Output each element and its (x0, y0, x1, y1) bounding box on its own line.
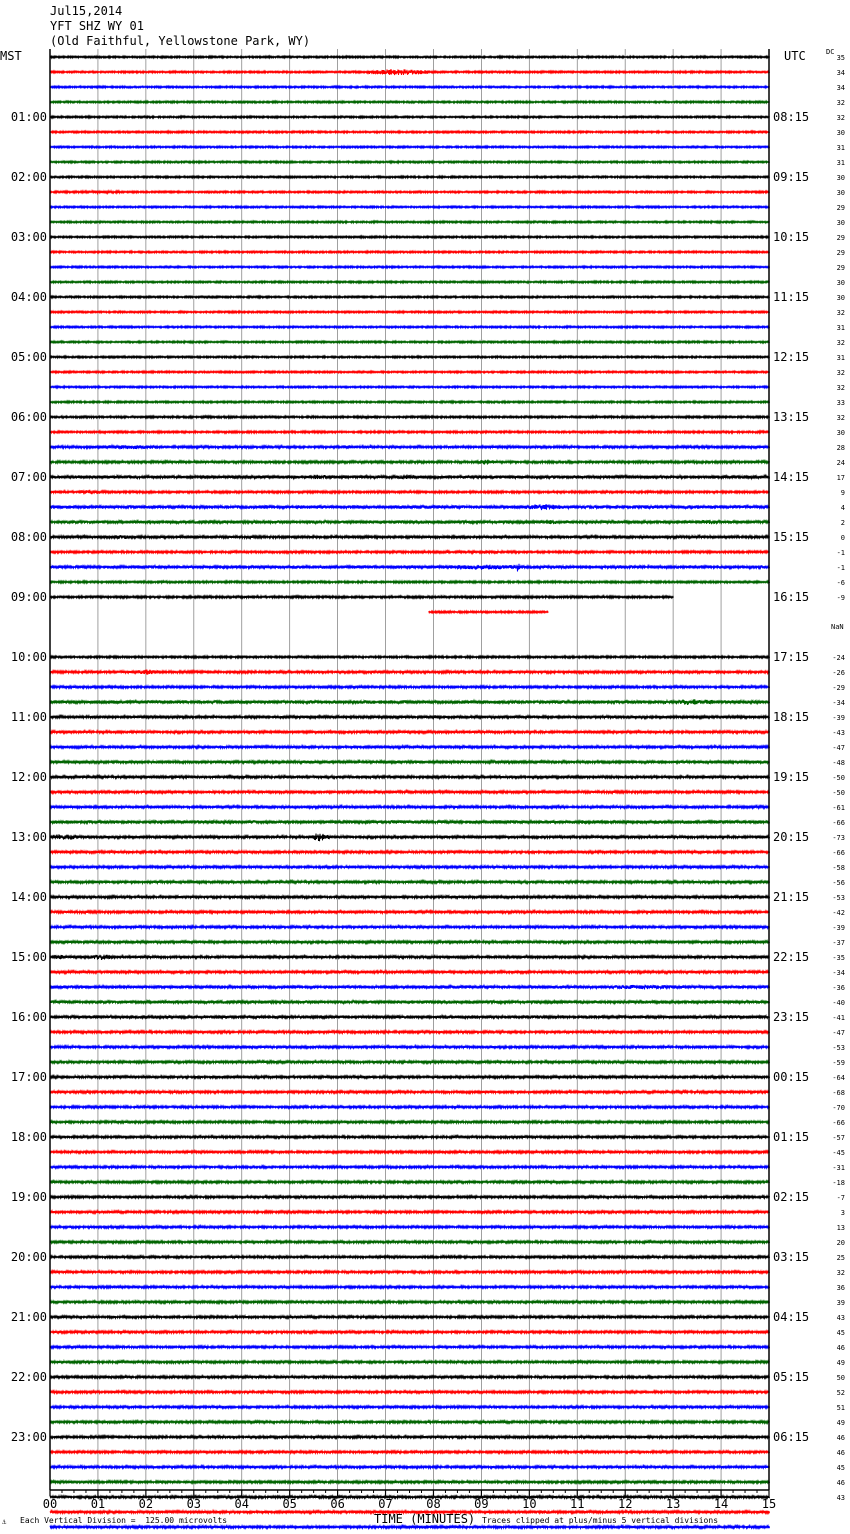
trace-row-45 (50, 731, 770, 734)
trace-row-13 (50, 251, 770, 253)
dc-offset-label: -66 (832, 819, 845, 827)
left-hour-label: 21:00 (10, 1310, 47, 1324)
trace-row-92 (50, 1436, 770, 1439)
trace-row-50 (50, 806, 770, 809)
dc-offset-label: 33 (836, 399, 845, 407)
trace-row-29 (50, 490, 770, 494)
right-hour-labels (773, 110, 809, 1444)
left-hour-label: 15:00 (10, 950, 47, 964)
trace-row-68 (50, 1076, 770, 1079)
right-zone-label: UTC (784, 49, 806, 63)
dc-offset-label: -35 (832, 954, 845, 962)
trace-row-27 (50, 460, 770, 465)
trace-row-72 (50, 1136, 770, 1138)
trace-row-37 (429, 611, 549, 613)
dc-offset-label: 30 (836, 219, 845, 227)
trace-row-3 (50, 101, 770, 103)
trace-row-20 (50, 356, 770, 358)
x-tick-label: 15 (761, 1497, 777, 1511)
trace-row-62 (50, 985, 770, 990)
trace-row-96 (50, 1496, 770, 1499)
trace-row-30 (50, 504, 770, 510)
dc-offset-label: -61 (832, 804, 845, 812)
dc-offset-label: -36 (832, 984, 845, 992)
left-hour-labels (11, 110, 47, 1444)
trace-row-26 (50, 445, 770, 449)
dc-offset-label: 45 (836, 1329, 845, 1337)
left-hour-label: 05:00 (10, 350, 47, 364)
trace-row-53 (50, 851, 770, 854)
right-hour-label: 19:15 (773, 770, 810, 784)
dc-offset-label: 32 (836, 99, 845, 107)
x-tick-label: 06 (330, 1497, 345, 1511)
trace-row-89 (50, 1391, 770, 1393)
right-hour-label: 02:15 (773, 1190, 810, 1204)
dc-offset-label: -7 (836, 1194, 845, 1202)
trace-row-63 (50, 1000, 770, 1003)
dc-offset-label: 13 (836, 1224, 845, 1232)
trace-row-43 (50, 699, 770, 705)
trace-row-86 (50, 1346, 770, 1348)
right-hour-label: 03:15 (773, 1250, 810, 1264)
trace-row-41 (50, 670, 770, 675)
right-hour-label: 09:15 (773, 170, 810, 184)
dc-offset-label: 43 (836, 1314, 845, 1322)
trace-row-32 (50, 535, 770, 539)
dc-offset-label: 2 (840, 519, 845, 527)
dc-offset-label: 34 (836, 69, 845, 77)
x-tick-label: 01 (90, 1497, 106, 1511)
scale-note: Each Vertical Division = 125.00 microvolts (20, 1516, 228, 1525)
left-hour-label: 09:00 (10, 590, 47, 604)
dc-offset-label: 30 (836, 189, 845, 197)
right-hour-label: 11:15 (773, 290, 810, 304)
trace-row-25 (50, 431, 770, 433)
left-hour-label: 16:00 (10, 1010, 47, 1024)
trace-row-81 (50, 1271, 770, 1273)
dc-offset-label: -34 (832, 969, 845, 977)
dc-offset-label: 32 (836, 1269, 845, 1277)
dc-offset-label: 31 (836, 324, 845, 332)
trace-row-22 (50, 386, 770, 388)
trace-row-17 (50, 311, 770, 313)
dc-offset-label: -47 (832, 1029, 845, 1037)
dc-offset-label: 46 (836, 1479, 845, 1487)
right-hour-label: 21:15 (773, 890, 810, 904)
trace-row-8 (50, 176, 770, 178)
right-hour-label: 17:15 (773, 650, 810, 664)
trace-row-58 (50, 926, 770, 929)
dc-offset-label: -6 (836, 579, 845, 587)
dc-offset-label: 32 (836, 369, 845, 377)
trace-row-59 (50, 941, 770, 944)
dc-offset-label: -57 (832, 1134, 845, 1142)
trace-row-24 (50, 416, 770, 419)
left-hour-label: 07:00 (10, 470, 47, 484)
dc-offset-label: -43 (832, 729, 845, 737)
trace-row-9 (50, 191, 770, 194)
nan-gap-label: NaN (831, 623, 844, 631)
trace-row-16 (50, 296, 770, 298)
trace-row-49 (50, 791, 770, 794)
left-hour-label: 18:00 (10, 1130, 47, 1144)
dc-offset-label: -66 (832, 849, 845, 857)
trace-row-1 (50, 69, 770, 75)
trace-row-47 (50, 761, 770, 764)
trace-row-55 (50, 881, 770, 884)
trace-row-93 (50, 1451, 770, 1453)
dc-offset-label: -56 (832, 879, 845, 887)
x-tick-label: 07 (378, 1497, 393, 1511)
dc-offset-label: -9 (836, 594, 845, 602)
dc-offset-label: -45 (832, 1149, 845, 1157)
trace-row-44 (50, 715, 770, 718)
right-hour-label: 06:15 (773, 1430, 810, 1444)
x-tick-label: 09 (474, 1497, 489, 1511)
x-axis-label: TIME (MINUTES) (374, 1512, 476, 1526)
dc-offset-label: 9 (840, 489, 845, 497)
dc-offset-label: -37 (832, 939, 845, 947)
dc-offset-label: 30 (836, 294, 845, 302)
left-hour-label: 01:00 (10, 110, 47, 124)
left-hour-label: 12:00 (10, 770, 47, 784)
trace-row-65 (50, 1031, 770, 1034)
dc-offset-label: 32 (836, 384, 845, 392)
dc-offset-label: -39 (832, 924, 845, 932)
clip-note: Traces clipped at plus/minus 5 vertical divisions (482, 1516, 719, 1525)
dc-offset-label: 50 (836, 1374, 845, 1382)
dc-offset-label: 36 (836, 1284, 845, 1292)
right-hour-label: 14:15 (773, 470, 810, 484)
dc-offset-label: -39 (832, 714, 845, 722)
trace-row-34 (50, 564, 770, 572)
dc-offset-label: 46 (836, 1449, 845, 1457)
x-tick-label: 13 (665, 1497, 681, 1511)
trace-row-18 (50, 326, 770, 328)
trace-row-71 (50, 1121, 770, 1123)
left-hour-label: 20:00 (10, 1250, 47, 1264)
trace-row-73 (50, 1151, 770, 1153)
trace-row-23 (50, 401, 770, 403)
dc-offset-label: 32 (836, 414, 845, 422)
trace-row-36 (50, 596, 674, 598)
dc-offset-label: -50 (832, 774, 845, 782)
trace-row-0 (50, 56, 770, 58)
plot-frame (50, 49, 769, 1490)
trace-row-64 (50, 1015, 770, 1018)
trace-row-95 (50, 1481, 770, 1483)
dc-offset-label: -58 (832, 864, 845, 872)
dc-offset-label: -34 (832, 699, 845, 707)
trace-row-82 (50, 1286, 770, 1288)
dc-offset-label: 31 (836, 159, 845, 167)
chart-station: YFT SHZ WY 01 (50, 19, 144, 33)
trace-row-14 (50, 266, 770, 268)
dc-offset-label: 32 (836, 339, 845, 347)
trace-row-87 (50, 1361, 770, 1363)
trace-row-21 (50, 371, 770, 373)
trace-row-83 (50, 1301, 770, 1303)
trace-row-19 (50, 341, 770, 343)
trace-row-2 (50, 86, 770, 88)
dc-offset-label: -24 (832, 654, 845, 662)
trace-row-85 (50, 1331, 770, 1333)
x-axis-ticks (43, 1490, 776, 1511)
left-hour-label: 02:00 (10, 170, 47, 184)
right-hour-label: 15:15 (773, 530, 810, 544)
dc-offset-label: 31 (836, 354, 845, 362)
trace-row-94 (50, 1466, 770, 1469)
right-hour-label: 12:15 (773, 350, 810, 364)
trace-row-61 (50, 971, 770, 974)
trace-row-42 (50, 686, 770, 688)
x-tick-label: 10 (522, 1497, 537, 1511)
corner-mark: ⚓ (2, 1518, 7, 1526)
dc-offset-label: 0 (840, 534, 845, 542)
trace-row-75 (50, 1181, 770, 1183)
dc-offset-label: -53 (832, 894, 845, 902)
x-tick-label: 05 (282, 1497, 297, 1511)
left-hour-label: 08:00 (10, 530, 47, 544)
dc-offset-label: 46 (836, 1434, 845, 1442)
trace-row-54 (50, 866, 770, 869)
x-tick-label: 12 (617, 1497, 633, 1511)
right-hour-label: 18:15 (773, 710, 810, 724)
right-hour-label: 20:15 (773, 830, 810, 844)
dc-offset-label: 49 (836, 1359, 845, 1367)
dc-offset-label: -41 (832, 1014, 845, 1022)
trace-row-56 (50, 896, 770, 899)
trace-row-51 (50, 820, 770, 823)
dc-offset-label: 20 (836, 1239, 845, 1247)
dc-column-header: DC (826, 48, 835, 56)
dc-offset-label: 34 (836, 84, 845, 92)
dc-offset-label: -68 (832, 1089, 845, 1097)
x-tick-label: 03 (186, 1497, 202, 1511)
trace-row-76 (50, 1196, 770, 1198)
dc-offset-label: -73 (832, 834, 845, 842)
left-hour-label: 13:00 (10, 830, 47, 844)
trace-row-15 (50, 281, 770, 283)
dc-offset-label: 29 (836, 249, 845, 257)
left-hour-label: 04:00 (10, 290, 47, 304)
right-hour-label: 01:15 (773, 1130, 810, 1144)
dc-offset-label: -18 (832, 1179, 845, 1187)
dc-offset-label: 51 (836, 1404, 845, 1412)
dc-offset-label: 29 (836, 264, 845, 272)
right-hour-label: 10:15 (773, 230, 810, 244)
trace-row-11 (50, 221, 770, 223)
dc-offset-label: -70 (832, 1104, 845, 1112)
right-hour-label: 08:15 (773, 110, 810, 124)
trace-row-6 (50, 146, 770, 148)
trace-row-7 (50, 161, 770, 163)
trace-row-31 (50, 520, 770, 524)
dc-offset-label: -1 (836, 549, 845, 557)
dc-offset-label: 46 (836, 1344, 845, 1352)
trace-row-46 (50, 746, 770, 749)
trace-row-70 (50, 1106, 770, 1108)
x-tick-label: 00 (42, 1497, 58, 1511)
right-hour-label: 16:15 (773, 590, 810, 604)
dc-offset-label: 39 (836, 1299, 845, 1307)
trace-row-80 (50, 1256, 770, 1258)
right-hour-label: 23:15 (773, 1010, 810, 1024)
dc-offset-label: 49 (836, 1419, 845, 1427)
dc-offset-label: 25 (836, 1254, 845, 1262)
x-tick-label: 04 (234, 1497, 249, 1511)
trace-row-77 (50, 1211, 770, 1214)
right-hour-label: 05:15 (773, 1370, 810, 1384)
dc-offset-label: 31 (836, 144, 845, 152)
dc-offset-labels (832, 54, 845, 1502)
trace-row-52 (50, 834, 770, 842)
trace-row-33 (50, 550, 770, 553)
dc-offset-label: -29 (832, 684, 845, 692)
trace-row-69 (50, 1091, 770, 1094)
right-hour-label: 22:15 (773, 950, 810, 964)
dc-offset-label: 52 (836, 1389, 845, 1397)
left-zone-label: MST (0, 49, 22, 63)
dc-offset-label: 4 (840, 504, 845, 512)
dc-offset-label: 24 (836, 459, 845, 467)
chart-location: (Old Faithful, Yellowstone Park, WY) (50, 34, 311, 48)
dc-offset-label: -59 (832, 1059, 845, 1067)
dc-offset-label: 28 (836, 444, 845, 452)
dc-offset-label: -31 (832, 1164, 845, 1172)
x-tick-label: 08 (426, 1497, 441, 1511)
trace-row-35 (50, 581, 770, 583)
trace-row-84 (50, 1316, 770, 1318)
dc-offset-label: -53 (832, 1044, 845, 1052)
x-tick-label: 14 (713, 1497, 729, 1511)
trace-row-28 (50, 475, 770, 479)
dc-offset-label: 35 (836, 54, 845, 62)
trace-row-91 (50, 1421, 770, 1423)
left-hour-label: 17:00 (10, 1070, 47, 1084)
dc-offset-label: 32 (836, 309, 845, 317)
dc-offset-label: 32 (836, 114, 845, 122)
dc-offset-label: -64 (832, 1074, 845, 1082)
x-tick-label: 02 (138, 1497, 154, 1511)
trace-row-60 (50, 955, 770, 960)
dc-offset-label: -40 (832, 999, 845, 1007)
trace-row-10 (50, 206, 770, 208)
trace-row-90 (50, 1406, 770, 1408)
trace-row-67 (50, 1061, 770, 1064)
dc-offset-label: 3 (840, 1209, 845, 1217)
trace-row-78 (50, 1226, 770, 1228)
left-hour-label: 10:00 (10, 650, 47, 664)
dc-offset-label: 43 (836, 1494, 845, 1502)
right-hour-label: 04:15 (773, 1310, 810, 1324)
left-hour-label: 22:00 (10, 1370, 47, 1384)
dc-offset-label: -66 (832, 1119, 845, 1127)
dc-offset-label: -47 (832, 744, 845, 752)
trace-row-74 (50, 1166, 770, 1168)
dc-offset-label: 17 (836, 474, 845, 482)
left-hour-label: 03:00 (10, 230, 47, 244)
dc-offset-label: 30 (836, 429, 845, 437)
dc-offset-label: 45 (836, 1464, 845, 1472)
dc-offset-label: 30 (836, 174, 845, 182)
left-hour-label: 14:00 (10, 890, 47, 904)
dc-offset-label: 29 (836, 204, 845, 212)
left-hour-label: 23:00 (10, 1430, 47, 1444)
left-hour-label: 19:00 (10, 1190, 47, 1204)
chart-date: Jul15,2014 (50, 4, 123, 18)
trace-row-88 (50, 1376, 770, 1378)
dc-offset-label: 29 (836, 234, 845, 242)
trace-row-79 (50, 1241, 770, 1243)
dc-offset-label: 30 (836, 129, 845, 137)
trace-row-12 (50, 236, 770, 238)
trace-row-40 (50, 656, 770, 658)
dc-offset-label: -1 (836, 564, 845, 572)
trace-row-4 (50, 116, 770, 118)
dc-offset-label: -42 (832, 909, 845, 917)
left-hour-label: 11:00 (10, 710, 47, 724)
trace-row-66 (50, 1046, 770, 1049)
trace-row-48 (50, 776, 770, 779)
seismic-traces (50, 56, 770, 1534)
dc-offset-label: -50 (832, 789, 845, 797)
x-tick-label: 11 (570, 1497, 585, 1511)
trace-row-57 (50, 911, 770, 914)
dc-offset-label: -48 (832, 759, 845, 767)
right-hour-label: 13:15 (773, 410, 810, 424)
trace-row-5 (50, 131, 770, 133)
left-hour-label: 06:00 (10, 410, 47, 424)
dc-offset-label: 30 (836, 279, 845, 287)
dc-offset-label: -26 (832, 669, 845, 677)
right-hour-label: 00:15 (773, 1070, 810, 1084)
